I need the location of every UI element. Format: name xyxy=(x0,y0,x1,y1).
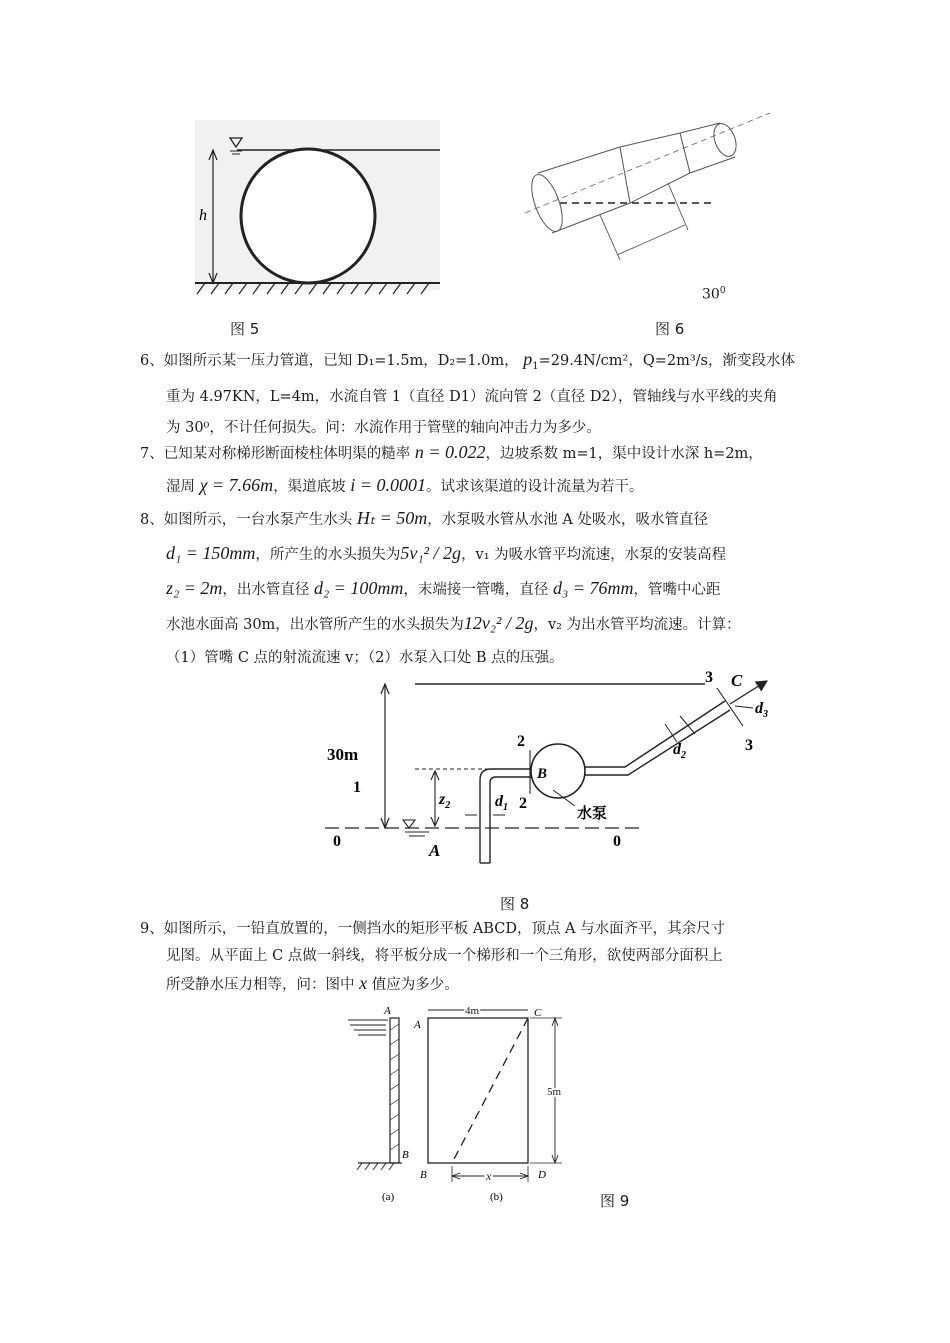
fig8-water-level-icon xyxy=(403,820,415,828)
fig6-angle-label: $30^0$ xyxy=(702,286,726,303)
svg-text:3: 3 xyxy=(745,737,753,754)
figure-5-caption: 图 5 xyxy=(230,320,260,338)
svg-text:2: 2 xyxy=(517,733,525,750)
figure-8-caption: 图 8 xyxy=(500,895,530,913)
q8-loss1-formula: 5v₁² / 2g xyxy=(400,543,462,563)
svg-text:1: 1 xyxy=(353,779,361,796)
figure-9-drawing xyxy=(340,1000,600,1210)
question-8: 8、如图所示，一台水泵产生水头 Hₜ = 50m，水泵吸水管从水池 A 处吸水，吸水管直径 d₁ = 150mm，所产生的水头损失为5v₁² / 2g，v₁ 为吸水管平均流速，水泵的安装高程 z₂ = 2m，出水管直径 d₂ = 100mm，末端接一管嘴，直径 d₃ = 76mm，管嘴中心距 水池水面高 30m，出水管所产生的水头损失为12v₂² / 2g，v₂ 为出水管平均流速。计算： （1）管嘴 C 点的射流流速 v；（2）水泵入口处 B 点的压强。 xyxy=(140,502,830,675)
q6-line2: 重为 4.97KN，L=4m，水流自管 1（直径 D1）流向管 2（直径 D2），管轴线与水平线的夹角 xyxy=(166,388,778,405)
q8-loss2-formula: 12v₂² / 2g xyxy=(463,613,534,633)
fig9-sub-b: (b) xyxy=(490,1191,503,1203)
question-9: 9、如图所示，一铅直放置的，一侧挡水的矩形平板 ABCD，顶点 A 与水面齐平，其余尺寸 见图。从平面上 C 点做一斜线，将平板分成一个梯形和一个三角形，欲使两部分面积上 所受静水压力相等，问：图中 x 值应为多少。 xyxy=(140,916,830,999)
q9-line1: 9、如图所示，一铅直放置的，一侧挡水的矩形平板 ABCD，顶点 A 与水面齐平，其余尺寸 xyxy=(140,921,726,937)
fig8-discharge-pipe xyxy=(584,701,725,767)
fig6-length-dimension xyxy=(617,225,685,255)
fig9-sub-a: (a) xyxy=(382,1191,395,1203)
question-6: 6、如图所示某一压力管道，已知 D₁=1.5m，D₂=1.0m， $p_1=29.4N$/cm²，Q=2m³/s，渐变段水体 重为 4.97KN，L=4m，水流自管 1（直径 D1）流向管 2（直径 D2），管轴线与水平线的夹角 为 30⁰，不计任何损失。问：水流作用于管壁的轴向冲击力为多少。 xyxy=(140,344,830,444)
q9-line2: 见图。从平面上 C 点做一斜线，将平板分成一个梯形和一个三角形，欲使两部分面积上 xyxy=(166,948,723,964)
figure-8 xyxy=(325,668,805,878)
figure-6-drawing xyxy=(520,95,780,310)
svg-text:4m: 4m xyxy=(465,1005,480,1017)
svg-text:D: D xyxy=(538,1169,546,1181)
svg-text:z2: $z_2$ xyxy=(439,791,451,811)
svg-text:B: B xyxy=(420,1169,427,1181)
q8-line5: （1）管嘴 C 点的射流流速 v；（2）水泵入口处 B 点的压强。 xyxy=(166,650,564,666)
svg-text:A: A xyxy=(384,1005,391,1017)
q7-i-formula: i = 0.0001 xyxy=(350,475,426,495)
svg-text:B: B xyxy=(402,1149,409,1161)
q6-line3: 为 30⁰，不计任何损失。问：水流作用于管壁的轴向冲击力为多少。 xyxy=(166,419,601,436)
fig8-pool-a-label: A xyxy=(429,841,441,860)
fig6-pipe-axis xyxy=(525,113,770,213)
svg-text:d2: $d_2$ xyxy=(673,741,686,761)
fig5-pipe-circle xyxy=(241,149,375,283)
figure-6 xyxy=(520,95,780,310)
fig8-section-3 xyxy=(717,688,743,726)
fig8-pump-b-label: B xyxy=(537,766,548,782)
svg-text:C: C xyxy=(534,1007,542,1019)
svg-text:A: A xyxy=(414,1019,421,1031)
q8-d2-formula: d₂ = 100mm xyxy=(314,578,404,598)
svg-text:d1: $d_1$ xyxy=(495,793,508,813)
fig5-h-label: h xyxy=(199,207,207,224)
q8-d3-formula: d₃ = 76mm xyxy=(553,578,634,598)
fig8-suction-pipe xyxy=(480,769,535,863)
fig8-height-label: 30m xyxy=(327,745,359,764)
fig8-pump-label: 水泵 xyxy=(577,806,608,822)
q7-chi-formula: χ = 7.66m xyxy=(199,475,274,495)
svg-text:x: x xyxy=(486,1169,492,1183)
figure-9 xyxy=(340,1000,600,1210)
q8-H-formula: Hₜ = 50m xyxy=(356,508,428,528)
fig8-nozzle-c-label: C xyxy=(731,671,743,690)
fig9a-water-side xyxy=(348,1020,388,1035)
svg-text:0: 0 xyxy=(613,833,621,850)
svg-text:2: 2 xyxy=(519,795,527,812)
svg-text:0: 0 xyxy=(333,833,341,850)
q8-d1-formula: d₁ = 150mm xyxy=(166,543,256,563)
svg-text:3: 3 xyxy=(705,669,713,686)
fig9b-plate-abcd xyxy=(428,1018,528,1163)
figure-9-caption: 图 9 xyxy=(600,1192,630,1210)
figure-8-drawing xyxy=(325,668,805,878)
svg-text:d3: $d_3$ xyxy=(755,700,768,720)
q6-line1: 6、如图所示某一压力管道，已知 D₁=1.5m，D₂=1.0m， xyxy=(140,353,519,369)
figure-6-caption: 图 6 xyxy=(655,320,685,338)
figure-5-drawing xyxy=(175,120,445,310)
svg-text:5m: 5m xyxy=(547,1086,562,1098)
q8-z2-formula: z₂ = 2m xyxy=(166,578,223,598)
fig6-reducer-pipe xyxy=(525,121,740,236)
q7-n-formula: n = 0.022 xyxy=(414,442,486,462)
question-7: 7、已知某对称梯形断面棱柱体明渠的糙率 n = 0.022，边坡系数 m=1，渠中设计水深 h=2m， 湿周 χ = 7.66m，渠道底坡 i = 0.0001。试求该渠道的设计流量为若干。 xyxy=(140,442,763,495)
figure-5 xyxy=(175,120,445,310)
